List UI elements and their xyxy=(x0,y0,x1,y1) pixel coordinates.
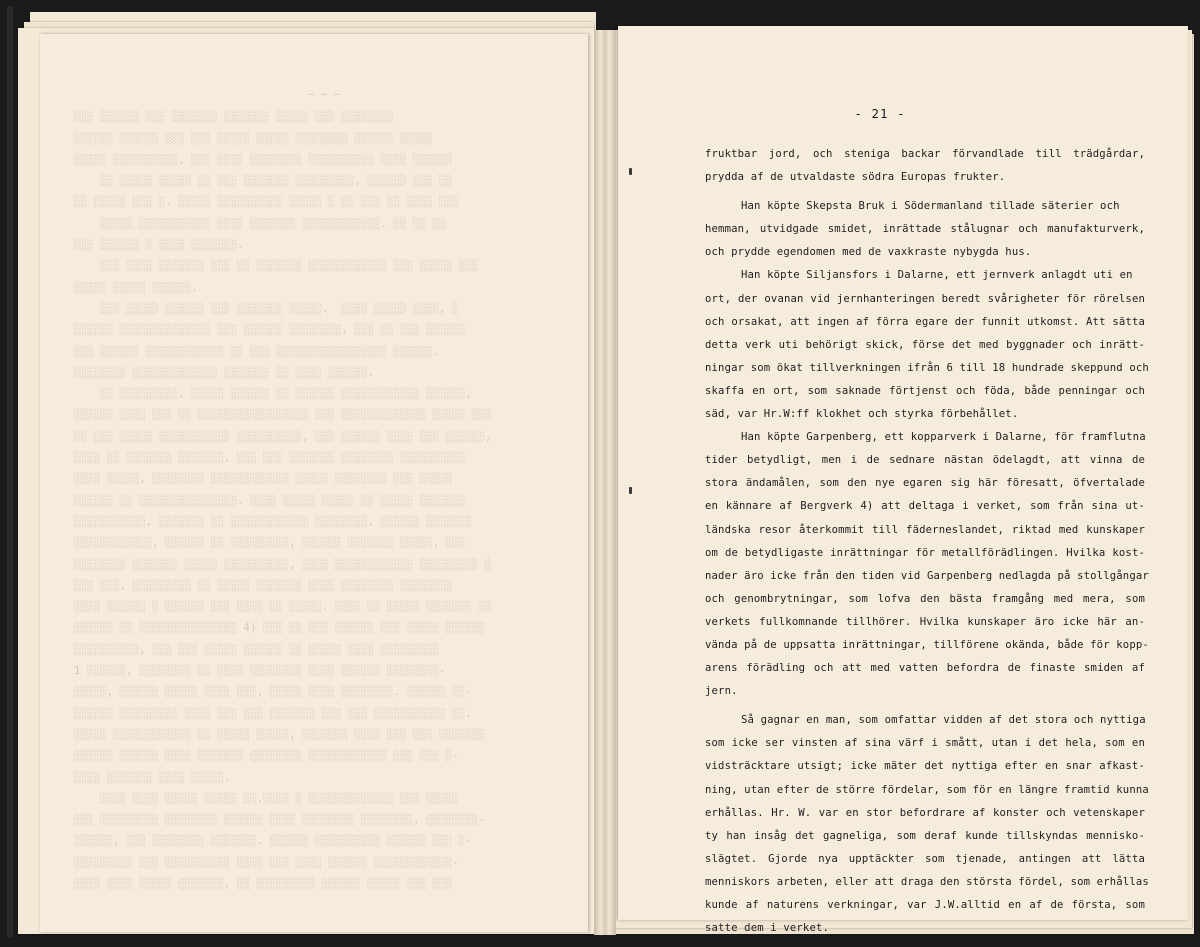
text-line: Han köpte Siljansfors i Dalarne, ett jernverk anlagdt uti en xyxy=(741,269,1133,282)
text-line: kunde af naturens verkningar, var J.W.alltid en af de första, som xyxy=(705,899,1145,911)
staple-top xyxy=(629,168,632,175)
page-text xyxy=(705,143,1149,940)
text-line: prydda af de utvaldaste södra Europas frukter. xyxy=(705,171,1006,184)
text-line: hemman, utvidgade smidet, inrättade stålugnar och manufakturverk, xyxy=(705,223,1145,236)
text-line: erhållas. Hr. W. var en stor befordrare af konster och vetenskaper xyxy=(705,806,1145,819)
text-line: ningar som ökat tillverkningen ifrån 6 till 18 hundrade skeppund och xyxy=(705,361,1149,374)
text-line: ländska resor återkommit till fäderneslandet, riktad med kunskaper xyxy=(705,523,1145,536)
text-line: fruktbar jord, och steniga backar förvandlade till trädgårdar, xyxy=(705,148,1145,160)
text-line: och prydde egendomen med de vaxkraste nybygda hus. xyxy=(705,246,1032,259)
text-line: skaffa en ort, som saknade förtjenst och föda, både penningar och xyxy=(705,384,1145,397)
text-line: nader äro icke från den tiden vid Garpenberg nedlagda på stollgångar xyxy=(705,569,1149,582)
text-line: och genombrytningar, som lofva den bästa framgång med mera, som xyxy=(705,592,1145,605)
text-line: verkets fullkomnande tillhörer. Hvilka kunskaper äro icke här an- xyxy=(705,615,1145,628)
text-line: arens förädling och att med vatten befordra de finaste smiden af xyxy=(705,662,1145,675)
text-line: menniskors arbeten, eller att draga den största fördel, som erhållas xyxy=(705,875,1149,888)
text-line: ort, der ovanan vid jernhanteringen beredt svårigheter för rörelsen xyxy=(705,292,1145,305)
page-number: - 21 - xyxy=(854,106,906,121)
scan-edge-bar xyxy=(7,6,13,937)
text-line: Så gagnar en man, som omfattar vidden af det stora och nyttiga xyxy=(741,714,1146,727)
text-line: vända på de uppsatta inrättningar, tillförene okända, både för kopp- xyxy=(705,638,1149,651)
text-line: stora ändamålen, som den nye egaren sig här föresatt, öfvertalade xyxy=(705,477,1145,490)
text-line: vidsträcktare utsigt; icke mäter det nyttiga efter en snar afkast- xyxy=(705,760,1145,773)
text-line: detta verk uti behörigt skick, förse det med byggnader och inrätt- xyxy=(705,338,1145,351)
text-line: satte dem i verket. xyxy=(705,922,830,935)
text-line: som icke ser vinsten af sina värf i smått, utan i det hela, som en xyxy=(705,737,1145,750)
book-gutter xyxy=(594,30,616,935)
text-line: ty han insåg det gagneliga, som deraf kunde tillskyndas mennisko- xyxy=(705,829,1145,842)
text-line: om de betydligaste inrättningar för metallförädlingen. Hvilka kost- xyxy=(705,546,1145,559)
left-page-show-through: — ― — ░░░ ░░░░░░ ░░░ ░░░░░░░ ░░░░░░░ ░░░░░ ░░░ ░░░░░░░░ ░░░░░░ ░░░░░░ ░░░ ░░░ ░░░░░ ░░░░░ ░░░░░░░░ ░░░░░░ ░░░░░ ░░░░░ ░░░░░░░░░░, ░░░ ░░░░ ░░░░░░░░ ░░░░░░░░░░ ░░░░ ░░░░░░ ░░ ░░░░░ ░░░░░ ░░ ░░░ ░░░░░░░ ░░░░░░░░░, ░░░░░░ ░░░ ░░ ░░ ░░░░░ ░░░ ░. ░░░░░ ░░░░░░░░░░ ░░░░░ ░ ░░ ░░░ ░░ ░░░░ ░░░ ░░░░░ ░░░░░░░░░░░ ░░░░ ░░░░░░░ ░░░░░░░░░░░░. ░░ ░░ ░░ ░░░ ░░░░░░ ░ ░░░░ ░░░░░░░. ░░░ ░░░░ ░░░░░░░ ░░░ ░░ ░░░░░░░ ░░░░░░░░░░░░ ░░░ ░░░░░ ░░░ ░░░░░ ░░░░░ ░░░░░░. ░░░ ░░░░░ ░░░░░░ ░░░ ░░░░░░░ ░░░░░. ░░░░ ░░░░░ ░░░░, ░ ░░░░░░ ░░░░░░░░░░░░░░ ░░░ ░░░░░░ ░░░░░░░░, ░░░ ░░ ░░░ ░░░░░░ ░░░ ░░░░░░ ░░░░░░░░░░░░ ░░ ░░░ ░░░░░░░░░░░░░░░░░ ░░░░░░. ░░░░░░░░ ░░░░░░░░░░░░░ ░░░░░░░ ░░ ░░░░ ░░░░░░. ░░ ░░░░░░░░░, ░░░░░ ░░░░░░ ░░ ░░░░░░ ░░░░░░░░░░░░ ░░░░░░, ░░░░░░ ░░░░ ░░░ ░░ ░░░░░░░░░░░░░░░░░ ░░░ ░░░░░░░░░░░░░ ░░░░░ ░░░ ░░ ░░░ ░░░░░ ░░░░░░░░░░░ ░░░░░░░░░░, ░░░ ░░░░░░ ░░░░ ░░░ ░░░░░░, ░░░░ ░░ ░░░░░░░ ░░░░░░░, ░░░ ░░░ ░░░░░░░ ░░░░░░░░ ░░░░░░░░░░ ░░░░ ░░░░░, ░░░░░░░░ ░░░░░░░░░░░░ ░░░░░ ░░░░░░░░ ░░░ ░░░░░ ░░░░░░ ░░ ░░░░░░░░░░░░░░░. ░░░░ ░░░░░ ░░░░░ ░░ ░░░░░ ░░░░░░░ ░░░░░░░░░░░, ░░░░░░░ ░░ ░░░░░░░░░░░░ ░░░░░░░░, ░░░░░░ ░░░░░░░ ░░░░░░░░░░░░, ░░░░░░ ░░ ░░░░░░░░░, ░░░░░░ ░░░░░░░ ░░░░░, ░░░ ░░░░░░░░ ░░░░░░░ ░░░░░ ░░░░░░░░░░, ░░░░ ░░░░░░░░░░░░ ░░░░░░░░░ ░ ░░░ ░░░, ░░░░░░░░░ ░░ ░░░░░ ░░░░░░░ ░░░░ ░░░░░░░░ ░░░░░░░░ ░░░░ ░░░░░░ ░ ░░░░░░ ░░░ ░░░░ ░░ ░░░░░. ░░░░ ░░ ░░░░░ ░░░░░░░ ░░ ░░░░░░ ░░ ░░░░░░░░░░░░░░░ 4) ░░░ ░░ ░░░ ░░░░░░ ░░░ ░░░░░ ░░░░░░ ░░░░░░░░░░, ░░░ ░░░ ░░░░░ ░░░░░░ ░░ ░░░░░ ░░░░ ░░░░░░░░░ 1 ░░░░░░, ░░░░░░░░ ░░ ░░░░ ░░░░░░░░ ░░░░ ░░░░░░ ░░░░░░░░- ░░░░░, ░░░░░░ ░░░░░ ░░░░ ░░░, ░░░░░ ░░░░ ░░░░░░░░. ░░░░░░ ░░- ░░░░░░ ░░░░░░░░░ ░░░░ ░░░ ░░░ ░░░░░░░ ░░░ ░░░ ░░░░░░░░░░░ ░░. ░░░░░ ░░░░░░░░░░░░ ░░ ░░░░░ ░░░░░, ░░░░░░░ ░░░░ ░░░ ░░░ ░░░░░░░ ░░░░░░ ░░░░░░ ░░░░ ░░░░░░░ ░░░░░░░░ ░░░░░░░░░░░░ ░░░ ░░░ ░- ░░░░ ░░░░░░░ ░░░░ ░░░░░. ░░░░ ░░░░ ░░░░░ ░░░░░ ░░.░░░░ ░ ░░░░░░░░░░░░░ ░░░ ░░░░░ ░░░ ░░░░░░░░░ ░░░░░░░░ ░░░░░░ ░░░░ ░░░░░░░░ ░░░░░░░░, ░░░░░░░░- ░░░░░░, ░░░ ░░░░░░░░ ░░░░░░░. ░░░░░░ ░░░░░░░░░░ ░░░░░░ ░░░ ░- ░░░░░░░░░ ░░░ ░░░░░░░░░░ ░░░░ ░░░ ░░░░ ░░░░░░ ░░░░░░░░░░░░- ░░░░ ░░░░ ░░░░░ ░░░░░░░, ░░ ░░░░░░░░░ ░░░░░░ ░░░░░ ░░░ ░░░ xyxy=(74,88,492,890)
text-line: ning, utan efter de större fördelar, som för en längre framtid kunna xyxy=(705,783,1149,796)
text-line: tider betydligt, men i de sednare nästan ödelagdt, att vinna de xyxy=(705,454,1145,467)
text-line: slägtet. Gjorde nya upptäckter som tjenade, antingen att lätta xyxy=(705,852,1145,865)
text-line: jern. xyxy=(705,685,738,698)
text-line: Han köpte Garpenberg, ett kopparverk i Dalarne, för framflutna xyxy=(741,431,1146,444)
text-line: en kännare af Bergverk 4) att deltaga i verket, som från sina ut- xyxy=(705,500,1145,513)
staple-bottom xyxy=(629,487,632,494)
text-line: Han köpte Skepsta Bruk i Södermanland tillade säterier och xyxy=(741,200,1120,213)
text-line: och orsakat, att ingen af förra egare der funnit utkomst. Att sätta xyxy=(705,315,1145,328)
text-line: säd, var Hr.W:ff klokhet och styrka förbehållet. xyxy=(705,408,1019,421)
